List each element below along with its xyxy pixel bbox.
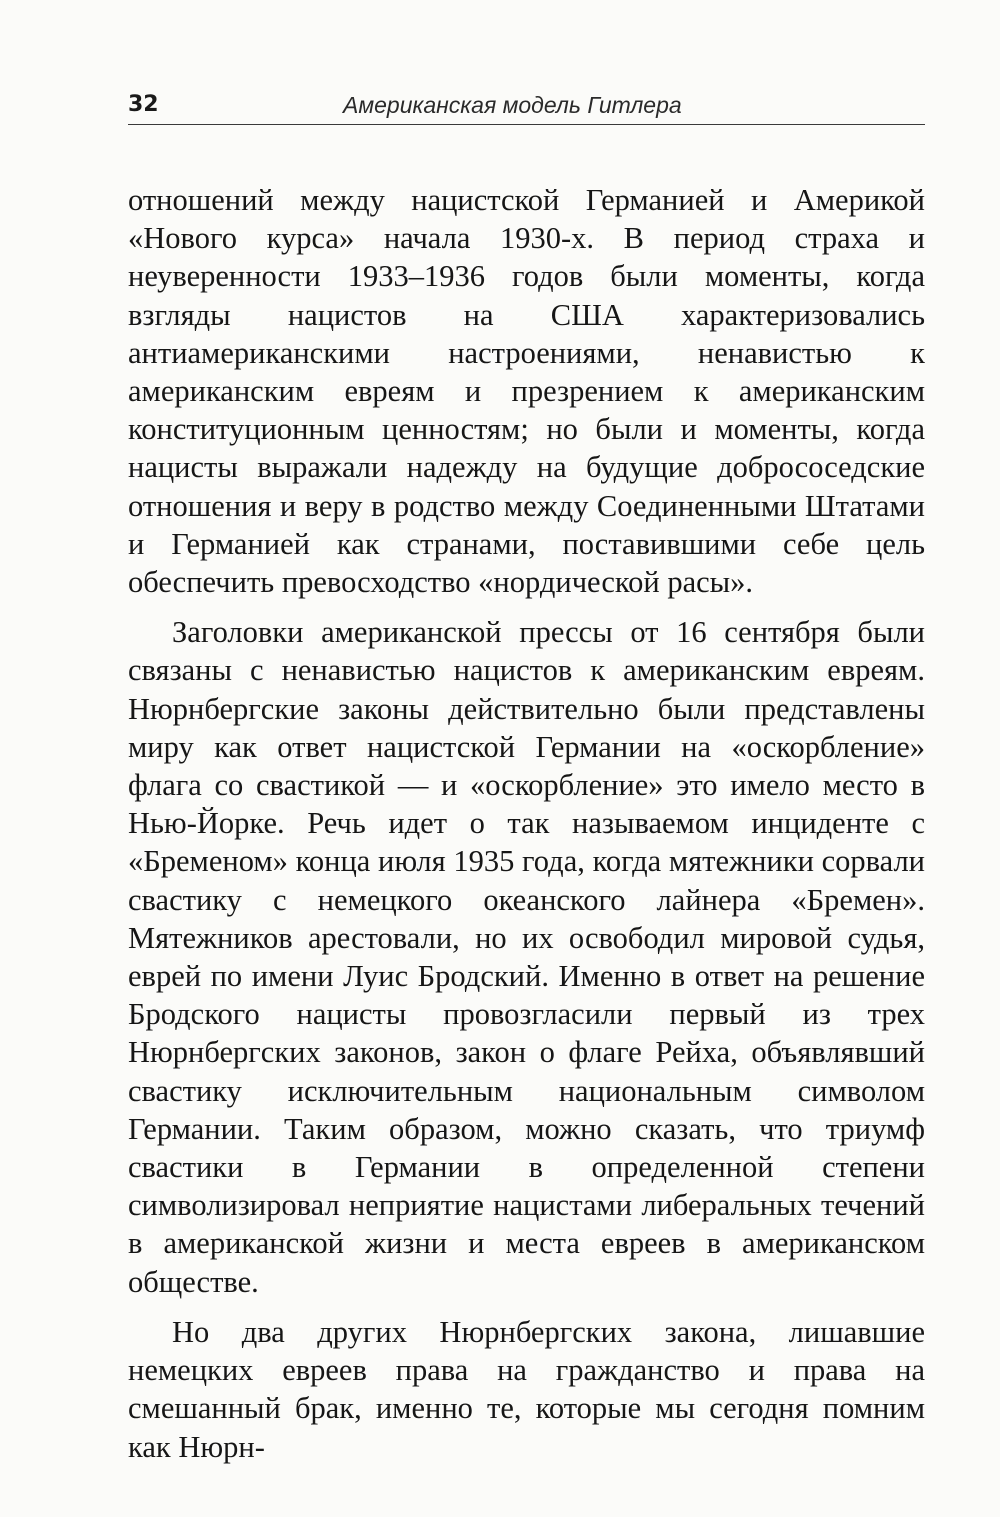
paragraph-3: Но два других Нюрнбергских закона, лишавшие немецких евреев права на гражданство и права на смешанный брак, именно те, которые мы сегодня помним как Нюрн- (128, 1314, 925, 1464)
page-header (128, 88, 925, 125)
running-title: Американская модель Гитлера (343, 92, 682, 118)
paragraph-2: Заголовки американской прессы от 16 сентября были связаны с ненавистью нацистов к американским евреям. Нюрнбергские законы действительно были представлены миру как ответ нацистской Германии на «оскорбление» флага со свастикой — и «оскорбление» это имело место в Нью-Йорке. Речь идет о так называемом инциденте с «Бременом» конца июля 1935 года, когда мятежники сорвали свастику с немецкого океанского лайнера «Бремен». Мятежников арестовали, но их освободил мировой судья, еврей по имени Луис Бродский. Именно в ответ на решение Бродского нацисты провозгласили первый из трех Нюрнбергских законов, закон о флаге Рейха, объявлявший свастику исключительным национальным символом Германии. Таким образом, можно сказать, что триумф свастики в Германии в определенной степени символизировал неприятие нацистами либеральных течений в американской жизни и места евреев в американском обществе. (128, 615, 925, 1299)
body-text (128, 181, 925, 1478)
page-number: 32 (128, 92, 159, 117)
paragraph-1: отношений между нацистской Германией и Америкой «Нового курса» начала 1930-х. В период страха и неуверенности 1933–1936 годов были моменты, когда взгляды нацистов на США характеризовались антиамериканскими настроениями, ненавистью к американским евреям и презрением к американским конституционным ценностям; но были и моменты, когда нацисты выражали надежду на будущие добрососедские отношения и веру в родство между Соединенными Штатами и Германией как странами, поставившими себе цель обеспечить превосходство «нордической расы». (128, 183, 925, 600)
